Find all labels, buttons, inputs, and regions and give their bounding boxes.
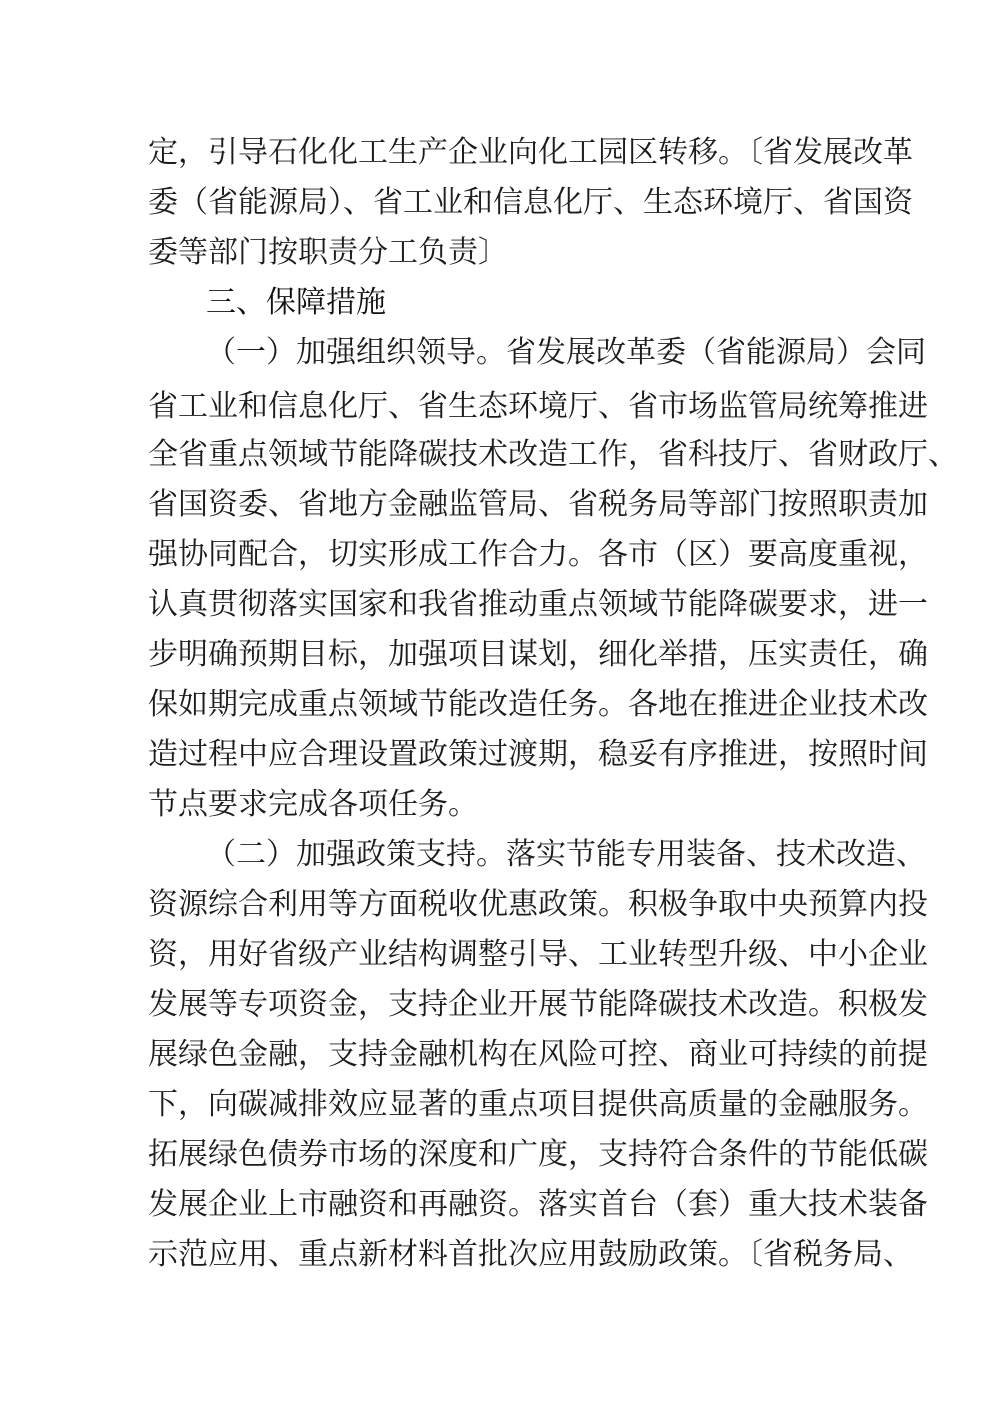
text-line: 展绿色金融，支持金融机构在风险可控、商业可持续的前提 — [148, 1037, 928, 1072]
paragraph-first-line: （一）加强组织领导。省发展改革委（省能源局）会同 — [206, 335, 926, 370]
text-line: 保如期完成重点领域节能改造任务。各地在推进企业技术改 — [148, 687, 928, 722]
text-line: 委等部门按职责分工负责〕 — [148, 235, 508, 270]
text-line: 发展等专项资金，支持企业开展节能降碳技术改造。积极发 — [148, 987, 928, 1022]
section-heading: 三、保障措施 — [206, 285, 386, 320]
text-line: 强协同配合，切实形成工作合力。各市（区）要高度重视， — [148, 537, 928, 572]
text-line: 示范应用、重点新材料首批次应用鼓励政策。〔省税务局、 — [148, 1237, 913, 1272]
text-line: 步明确预期目标，加强项目谋划，细化举措，压实责任，确 — [148, 637, 928, 672]
text-line: 拓展绿色债券市场的深度和广度，支持符合条件的节能低碳 — [148, 1137, 928, 1172]
text-line: 造过程中应合理设置政策过渡期，稳妥有序推进，按照时间 — [148, 737, 928, 772]
text-line: 下，向碳减排效应显著的重点项目提供高质量的金融服务。 — [148, 1087, 928, 1122]
text-line: 省工业和信息化厅、省生态环境厅、省市场监管局统筹推进 — [148, 389, 928, 424]
text-line: 发展企业上市融资和再融资。落实首台（套）重大技术装备 — [148, 1187, 928, 1222]
text-line: 资源综合利用等方面税收优惠政策。积极争取中央预算内投 — [148, 887, 928, 922]
text-line: 定，引导石化化工生产企业向化工园区转移。〔省发展改革 — [148, 135, 913, 170]
text-line: 委（省能源局）、省工业和信息化厅、生态环境厅、省国资 — [148, 185, 913, 220]
text-line: 认真贯彻落实国家和我省推动重点领域节能降碳要求，进一 — [148, 587, 928, 622]
text-line: 资，用好省级产业结构调整引导、工业转型升级、中小企业 — [148, 937, 928, 972]
paragraph-first-line: （二）加强政策支持。落实节能专用装备、技术改造、 — [206, 837, 926, 872]
text-line: 全省重点领域节能降碳技术改造工作，省科技厅、省财政厅、 — [148, 437, 958, 472]
text-line: 省国资委、省地方金融监管局、省税务局等部门按照职责加 — [148, 487, 928, 522]
text-line: 节点要求完成各项任务。 — [148, 787, 478, 822]
